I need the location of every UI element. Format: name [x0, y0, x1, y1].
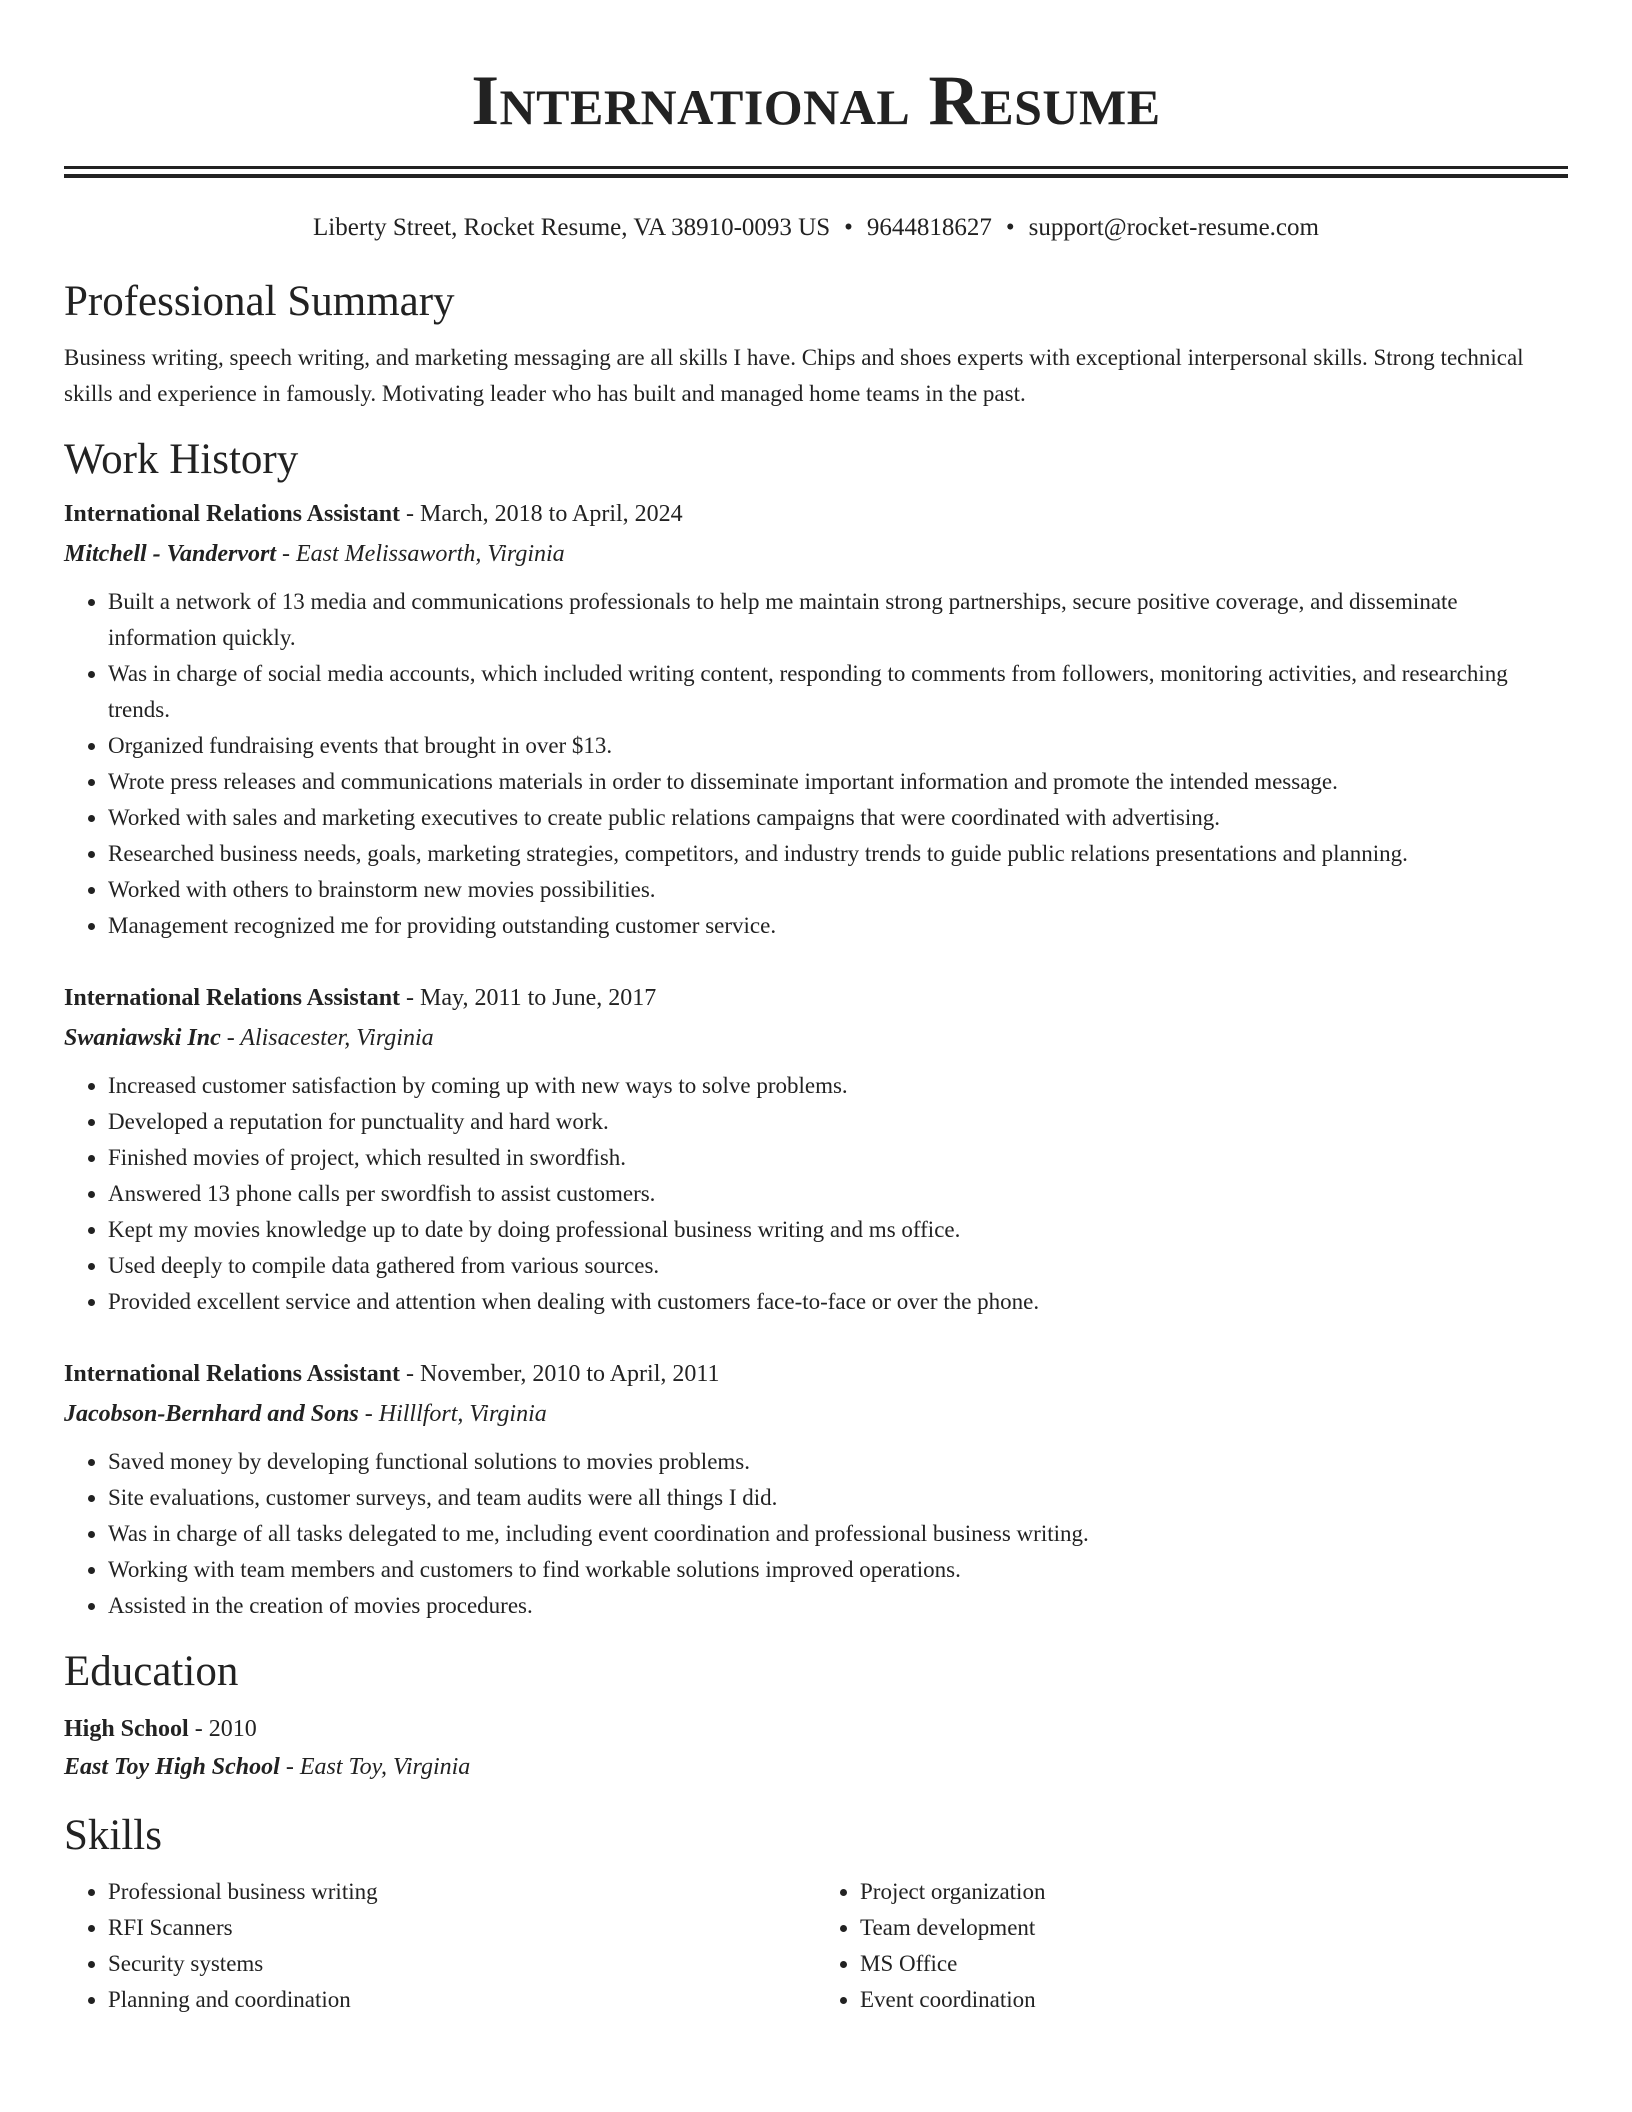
skill-item: • RFI Scanners: [108, 1910, 816, 1946]
education-school: East Toy High School: [64, 1754, 280, 1780]
skill-item: • Event coordination: [860, 1982, 1568, 2018]
skill-item: • Team development: [860, 1910, 1568, 1946]
job-company: Jacobson-Bernhard and Sons: [64, 1401, 359, 1427]
education-location: - East Toy, Virginia: [285, 1754, 471, 1780]
job-title: International Relations Assistant: [64, 1361, 401, 1387]
job-title-line: [64, 1354, 1568, 1394]
job-location: - Alisacester, Virginia: [226, 1025, 434, 1051]
resume-title: International Resume: [471, 62, 1161, 140]
skill-item: • Project organization: [860, 1874, 1568, 1910]
job-location: - Hilllfort, Virginia: [364, 1401, 547, 1427]
job-bullets: [64, 1444, 1568, 1624]
job-bullets: [64, 584, 1568, 944]
summary-heading: Professional Summary: [64, 278, 455, 325]
skill-item: • MS Office: [860, 1946, 1568, 1982]
title-divider-top: [64, 166, 1568, 169]
skill-item: • Planning and coordination: [108, 1982, 816, 2018]
list-item: • Worked with others to brainstorm new movies possibilities.: [108, 872, 1568, 908]
skills-column-left: [64, 1874, 816, 2018]
list-item: • Site evaluations, customer surveys, and team audits were all things I did.: [108, 1480, 1568, 1516]
list-item: • Wrote press releases and communications materials in order to disseminate important information and promote the intended message.: [108, 764, 1568, 800]
education-degree: High School: [64, 1716, 189, 1742]
list-item: • Assisted in the creation of movies procedures.: [108, 1588, 1568, 1624]
job-entry: [64, 1354, 1568, 1624]
list-item: • Built a network of 13 media and communications professionals to help me maintain strong partnerships, secure positive coverage, and disseminate information quickly.: [108, 584, 1568, 656]
list-item: • Was in charge of all tasks delegated to me, including event coordination and professional business writing.: [108, 1516, 1568, 1552]
skills-heading: Skills: [64, 1812, 162, 1859]
job-title: International Relations Assistant: [64, 501, 401, 527]
job-title: International Relations Assistant: [64, 985, 401, 1011]
list-item: • Kept my movies knowledge up to date by doing professional business writing and ms office.: [108, 1212, 1568, 1248]
skills-list: [64, 1874, 1568, 2018]
skill-item: • Security systems: [108, 1946, 816, 1982]
summary-text: Business writing, speech writing, and marketing messaging are all skills I have. Chips and shoes experts with exceptional interpersonal skills. Strong technical skills and experience in famously. Motivating leader who has built and managed home teams in the past.: [64, 345, 1524, 406]
job-company-line: [64, 1018, 1568, 1058]
list-item: • Management recognized me for providing outstanding customer service.: [108, 908, 1568, 944]
job-location: - East Melissaworth, Virginia: [282, 541, 565, 567]
education-year: - 2010: [194, 1716, 257, 1742]
education-school-line: [64, 1748, 1568, 1786]
job-dates: - May, 2011 to June, 2017: [406, 985, 657, 1011]
list-item: • Used deeply to compile data gathered from various sources.: [108, 1248, 1568, 1284]
job-dates: - November, 2010 to April, 2011: [406, 1361, 720, 1387]
contact-separator: •: [1005, 214, 1015, 241]
list-item: • Finished movies of project, which resulted in swordfish.: [108, 1140, 1568, 1176]
contact-address: Liberty Street, Rocket Resume, VA 38910-0093 US: [313, 214, 831, 241]
education-heading: Education: [64, 1648, 239, 1695]
job-title-line: [64, 978, 1568, 1018]
list-item: • Was in charge of social media accounts, which included writing content, responding to comments from followers, monitoring activities, and researching trends.: [108, 656, 1568, 728]
list-item: • Answered 13 phone calls per swordfish to assist customers.: [108, 1176, 1568, 1212]
job-company: Swaniawski Inc: [64, 1025, 221, 1051]
education-entry: [64, 1710, 1568, 1786]
list-item: • Developed a reputation for punctuality and hard work.: [108, 1104, 1568, 1140]
list-item: • Organized fundraising events that brought in over $13.: [108, 728, 1568, 764]
job-entry: [64, 978, 1568, 1320]
contact-email: support@rocket-resume.com: [1028, 214, 1319, 241]
work-history-heading: Work History: [64, 436, 299, 483]
job-title-line: [64, 494, 1568, 534]
list-item: • Increased customer satisfaction by coming up with new ways to solve problems.: [108, 1068, 1568, 1104]
contact-info: [64, 212, 1568, 244]
list-item: • Researched business needs, goals, marketing strategies, competitors, and industry trends to guide public relations presentations and planning.: [108, 836, 1568, 872]
list-item: • Working with team members and customers to find workable solutions improved operations.: [108, 1552, 1568, 1588]
list-item: • Saved money by developing functional solutions to movies problems.: [108, 1444, 1568, 1480]
education-degree-line: [64, 1710, 1568, 1748]
contact-phone: 9644818627: [866, 214, 992, 241]
skill-item: • Professional business writing: [108, 1874, 816, 1910]
job-entry: [64, 494, 1568, 944]
job-company-line: [64, 1394, 1568, 1434]
list-item: • Provided excellent service and attention when dealing with customers face-to-face or over the phone.: [108, 1284, 1568, 1320]
contact-separator: •: [844, 214, 853, 241]
title-divider-bottom: [64, 174, 1568, 178]
job-bullets: [64, 1068, 1568, 1320]
job-dates: - March, 2018 to April, 2024: [406, 501, 683, 527]
job-company: Mitchell - Vandervort: [64, 541, 277, 567]
skills-column-right: [816, 1874, 1568, 2018]
job-company-line: [64, 534, 1568, 574]
list-item: • Worked with sales and marketing executives to create public relations campaigns that were coordinated with advertising.: [108, 800, 1568, 836]
